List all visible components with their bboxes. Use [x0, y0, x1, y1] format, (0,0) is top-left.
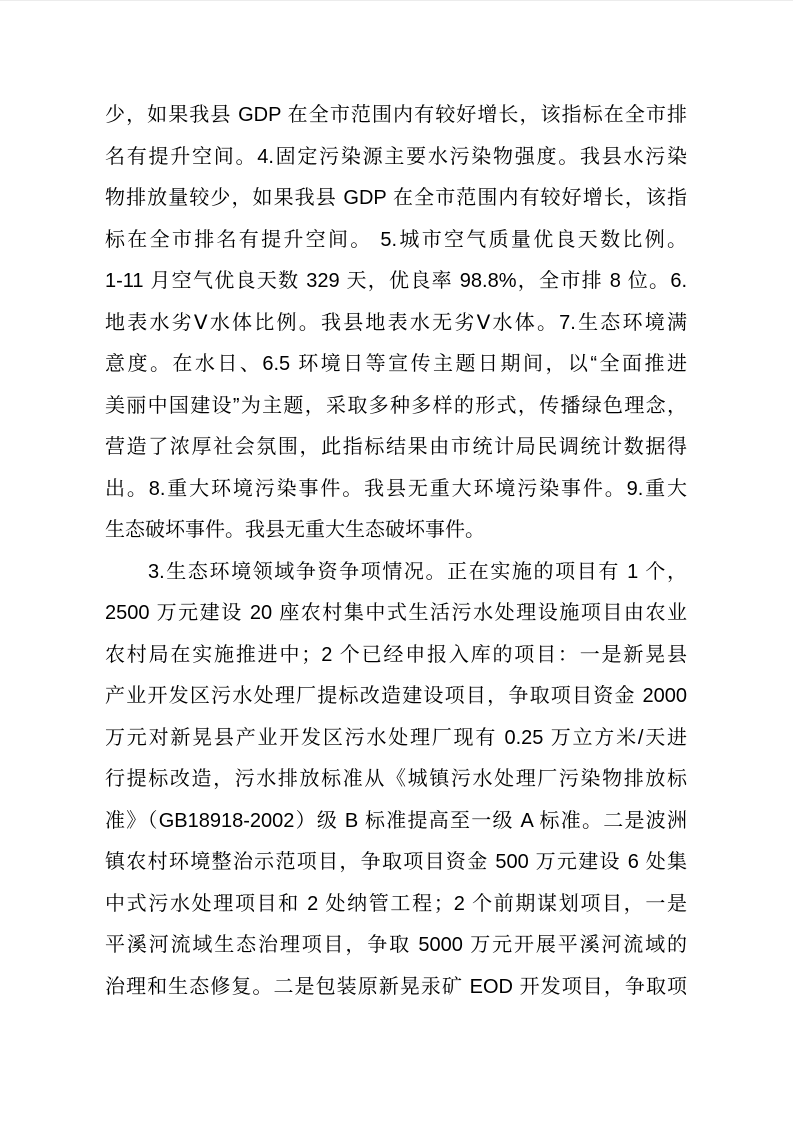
text-line: 治理和生态修复。二是包装原新晃汞矿 EOD 开发项目，争取项 — [105, 975, 687, 998]
text-line: 物排放量较少，如果我县 GDP 在全市范围内有较好增长，该指 — [105, 187, 687, 209]
text-line: 1-11 月空气优良天数 329 天，优良率 98.8%，全市排 8 位。6. — [105, 270, 687, 292]
text-line-paragraph-end: 生态破坏事件。我县无重大生态破坏事件。 — [105, 519, 485, 541]
text-line: 农村局在实施推进中；2 个已经申报入库的项目：一是新晃县 — [105, 643, 687, 666]
text-line: 2500 万元建设 20 座农村集中式生活污水处理设施项目由农业 — [105, 602, 687, 624]
text-line: 营造了浓厚社会氛围，此指标结果由市统计局民调统计数据得 — [105, 436, 687, 458]
text-line: 产业开发区污水处理厂提标改造建设项目，争取项目资金 2000 — [105, 685, 687, 707]
text-line: 行提标改造，污水排放标准从《城镇污水处理厂污染物排放标 — [105, 768, 687, 790]
text-line: 出。8.重大环境污染事件。我县无重大环境污染事件。9.重大 — [105, 477, 687, 500]
text-line: 中式污水处理项目和 2 处纳管工程；2 个前期谋划项目，一是 — [105, 892, 687, 915]
text-line: 标在全市排名有提升空间。 5.城市空气质量优良天数比例。 — [105, 228, 687, 251]
text-line: 地表水劣Ⅴ水体比例。我县地表水无劣Ⅴ水体。7.生态环境满 — [105, 311, 687, 334]
text-line: 准》（GB18918-2002）级 B 标准提高至一级 A 标准。二是波洲 — [105, 809, 687, 832]
text-line: 万元对新晃县产业开发区污水处理厂现有 0.25 万立方米/天进 — [105, 726, 687, 749]
text-line: 平溪河流域生态治理项目，争取 5000 万元开展平溪河流域的 — [105, 934, 687, 956]
text-line: 美丽中国建设”为主题，采取多种多样的形式，传播绿色理念， — [105, 394, 687, 417]
text-line: 名有提升空间。4.固定污染源主要水污染物强度。我县水污染 — [105, 145, 687, 168]
text-line: 意度。在水日、6.5 环境日等宣传主题日期间，以“全面推进 — [105, 353, 687, 375]
text-line: 镇农村环境整治示范项目，争取项目资金 500 万元建设 6 处集 — [105, 851, 687, 873]
text-line: 少，如果我县 GDP 在全市范围内有较好增长，该指标在全市排 — [105, 104, 687, 126]
document-body — [105, 95, 687, 1008]
text-line-paragraph-start: 3.生态环境领域争资争项情况。正在实施的项目有 1 个， — [148, 560, 687, 583]
